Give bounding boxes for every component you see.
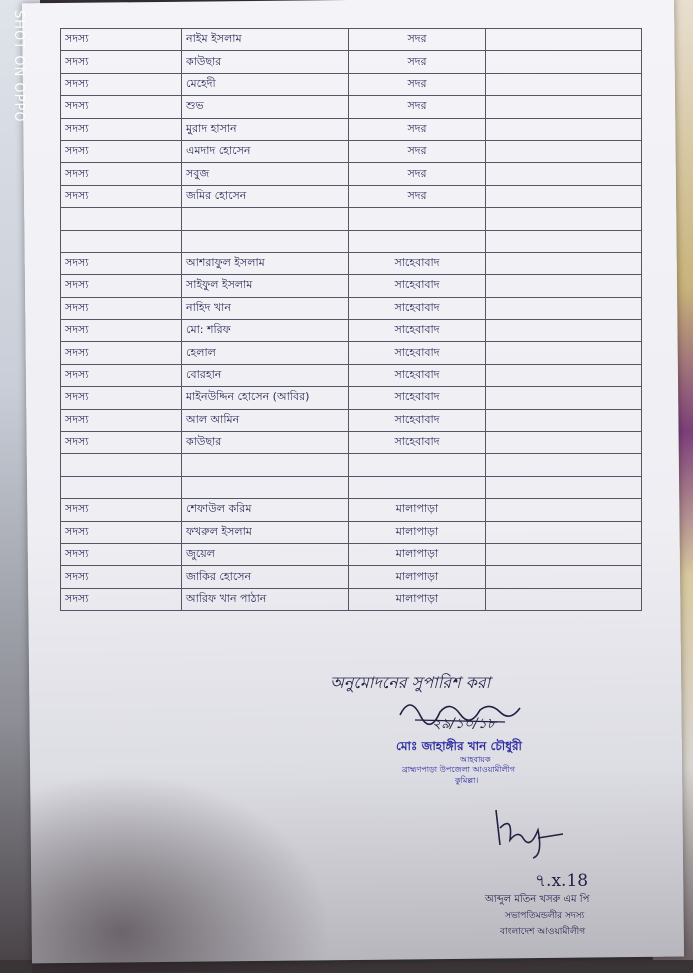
row-area: সাহেবাবাদ xyxy=(349,409,486,431)
row-role: সদস্য xyxy=(61,118,182,140)
row-name: এমদাদ হোসেন xyxy=(182,140,349,162)
row-name: আল আমিন xyxy=(182,409,349,431)
row-name: জমির হোসেন xyxy=(182,185,349,207)
row-role: সদস্য xyxy=(61,163,182,185)
row-name: সবুজ xyxy=(182,163,349,185)
row-name: জাকির হোসেন xyxy=(182,566,349,588)
row-area: সদর xyxy=(349,185,486,207)
row-name: আরিফ খান পাঠান xyxy=(182,588,349,610)
row-role: সদস্য xyxy=(61,185,182,207)
recommendation-note: অনুমোদনের সুপারিশ করা xyxy=(330,673,491,692)
row-area: সাহেবাবাদ xyxy=(349,342,486,364)
second-sign-title: সভাপতিমন্ডলীর সদস্য xyxy=(505,911,585,921)
row-role: সদস্য xyxy=(61,409,182,431)
row-area: সাহেবাবাদ xyxy=(349,432,486,454)
row-area: মালাপাড়া xyxy=(349,588,486,610)
row-area: মালাপাড়া xyxy=(349,566,486,588)
stamp-name: মোঃ জাহাঙ্গীর খান চৌধুরী xyxy=(396,739,522,753)
row-area: মালাপাড়া xyxy=(349,521,486,543)
row-area: সাহেবাবাদ xyxy=(349,387,486,409)
row-role: সদস্য xyxy=(61,275,182,297)
row-area: সদর xyxy=(349,51,486,73)
row-area: সাহেবাবাদ xyxy=(349,275,486,297)
row-role: সদস্য xyxy=(61,29,182,51)
row-role: সদস্য xyxy=(61,342,182,364)
row-area: সদর xyxy=(349,29,486,51)
second-sign-org: বাংলাদেশ আওয়ামীলীগ xyxy=(500,927,586,937)
row-name: নাইম ইসলাম xyxy=(182,29,349,51)
row-name: আশরাফুল ইসলাম xyxy=(182,252,349,274)
row-name: মুরাদ হাসান xyxy=(182,118,349,140)
row-name: শেফাউল করিম xyxy=(182,499,349,521)
row-role: সদস্য xyxy=(61,73,182,95)
second-sign-date: ৭.x.18 xyxy=(535,871,589,891)
row-role: সদস্য xyxy=(61,320,182,342)
signature-scribble-2 xyxy=(488,800,568,860)
row-name: মাইনউদ্দিন হোসেন (আবির) xyxy=(182,387,349,409)
row-name: শুভ xyxy=(182,96,349,118)
row-name: বোরহান xyxy=(182,364,349,386)
row-role: সদস্য xyxy=(61,543,182,565)
row-area: মালাপাড়া xyxy=(349,543,486,565)
stamp-place: কুমিল্লা। xyxy=(455,776,479,785)
row-name: মেহেদী xyxy=(182,73,349,95)
second-sign-name: আব্দুল মতিন খসরু এম পি xyxy=(485,894,590,905)
row-area: সাহেবাবাদ xyxy=(349,252,486,274)
row-role: সদস্য xyxy=(61,566,182,588)
stamp-org: ব্রাহ্মণপাড়া উপজেলা আওয়ামীলীগ xyxy=(402,765,516,774)
row-name: কাউছার xyxy=(182,432,349,454)
row-area: সদর xyxy=(349,73,486,95)
row-area: সদর xyxy=(349,140,486,162)
row-role: সদস্য xyxy=(61,499,182,521)
row-area: মালাপাড়া xyxy=(349,499,486,521)
row-area: সদর xyxy=(349,96,486,118)
row-area: সদর xyxy=(349,163,486,185)
row-role: সদস্য xyxy=(61,521,182,543)
row-name: সাইফুল ইসলাম xyxy=(182,275,349,297)
row-role: সদস্য xyxy=(61,364,182,386)
camera-watermark: SHOT ON OPPO xyxy=(11,10,26,123)
row-area: সাহেবাবাদ xyxy=(349,297,486,319)
row-name: মো: শরিফ xyxy=(182,320,349,342)
row-name: হেলাল xyxy=(182,342,349,364)
row-role: সদস্য xyxy=(61,96,182,118)
row-name: নাহিদ খান xyxy=(182,297,349,319)
row-role: সদস্য xyxy=(61,588,182,610)
row-name: কাউছার xyxy=(182,51,349,73)
row-role: সদস্য xyxy=(61,252,182,274)
row-area: সাহেবাবাদ xyxy=(349,320,486,342)
row-role: সদস্য xyxy=(61,51,182,73)
row-area: সদর xyxy=(349,118,486,140)
approval-date: ২৯/১০/১৮ xyxy=(432,716,496,732)
row-role: সদস্য xyxy=(61,140,182,162)
row-area: সাহেবাবাদ xyxy=(349,364,486,386)
row-name: জুয়েল xyxy=(182,543,349,565)
row-role: সদস্য xyxy=(61,387,182,409)
row-name: ফখরুল ইসলাম xyxy=(182,521,349,543)
row-role: সদস্য xyxy=(61,297,182,319)
stamp-title: আহবায়ক xyxy=(460,755,491,764)
row-role: সদস্য xyxy=(61,432,182,454)
